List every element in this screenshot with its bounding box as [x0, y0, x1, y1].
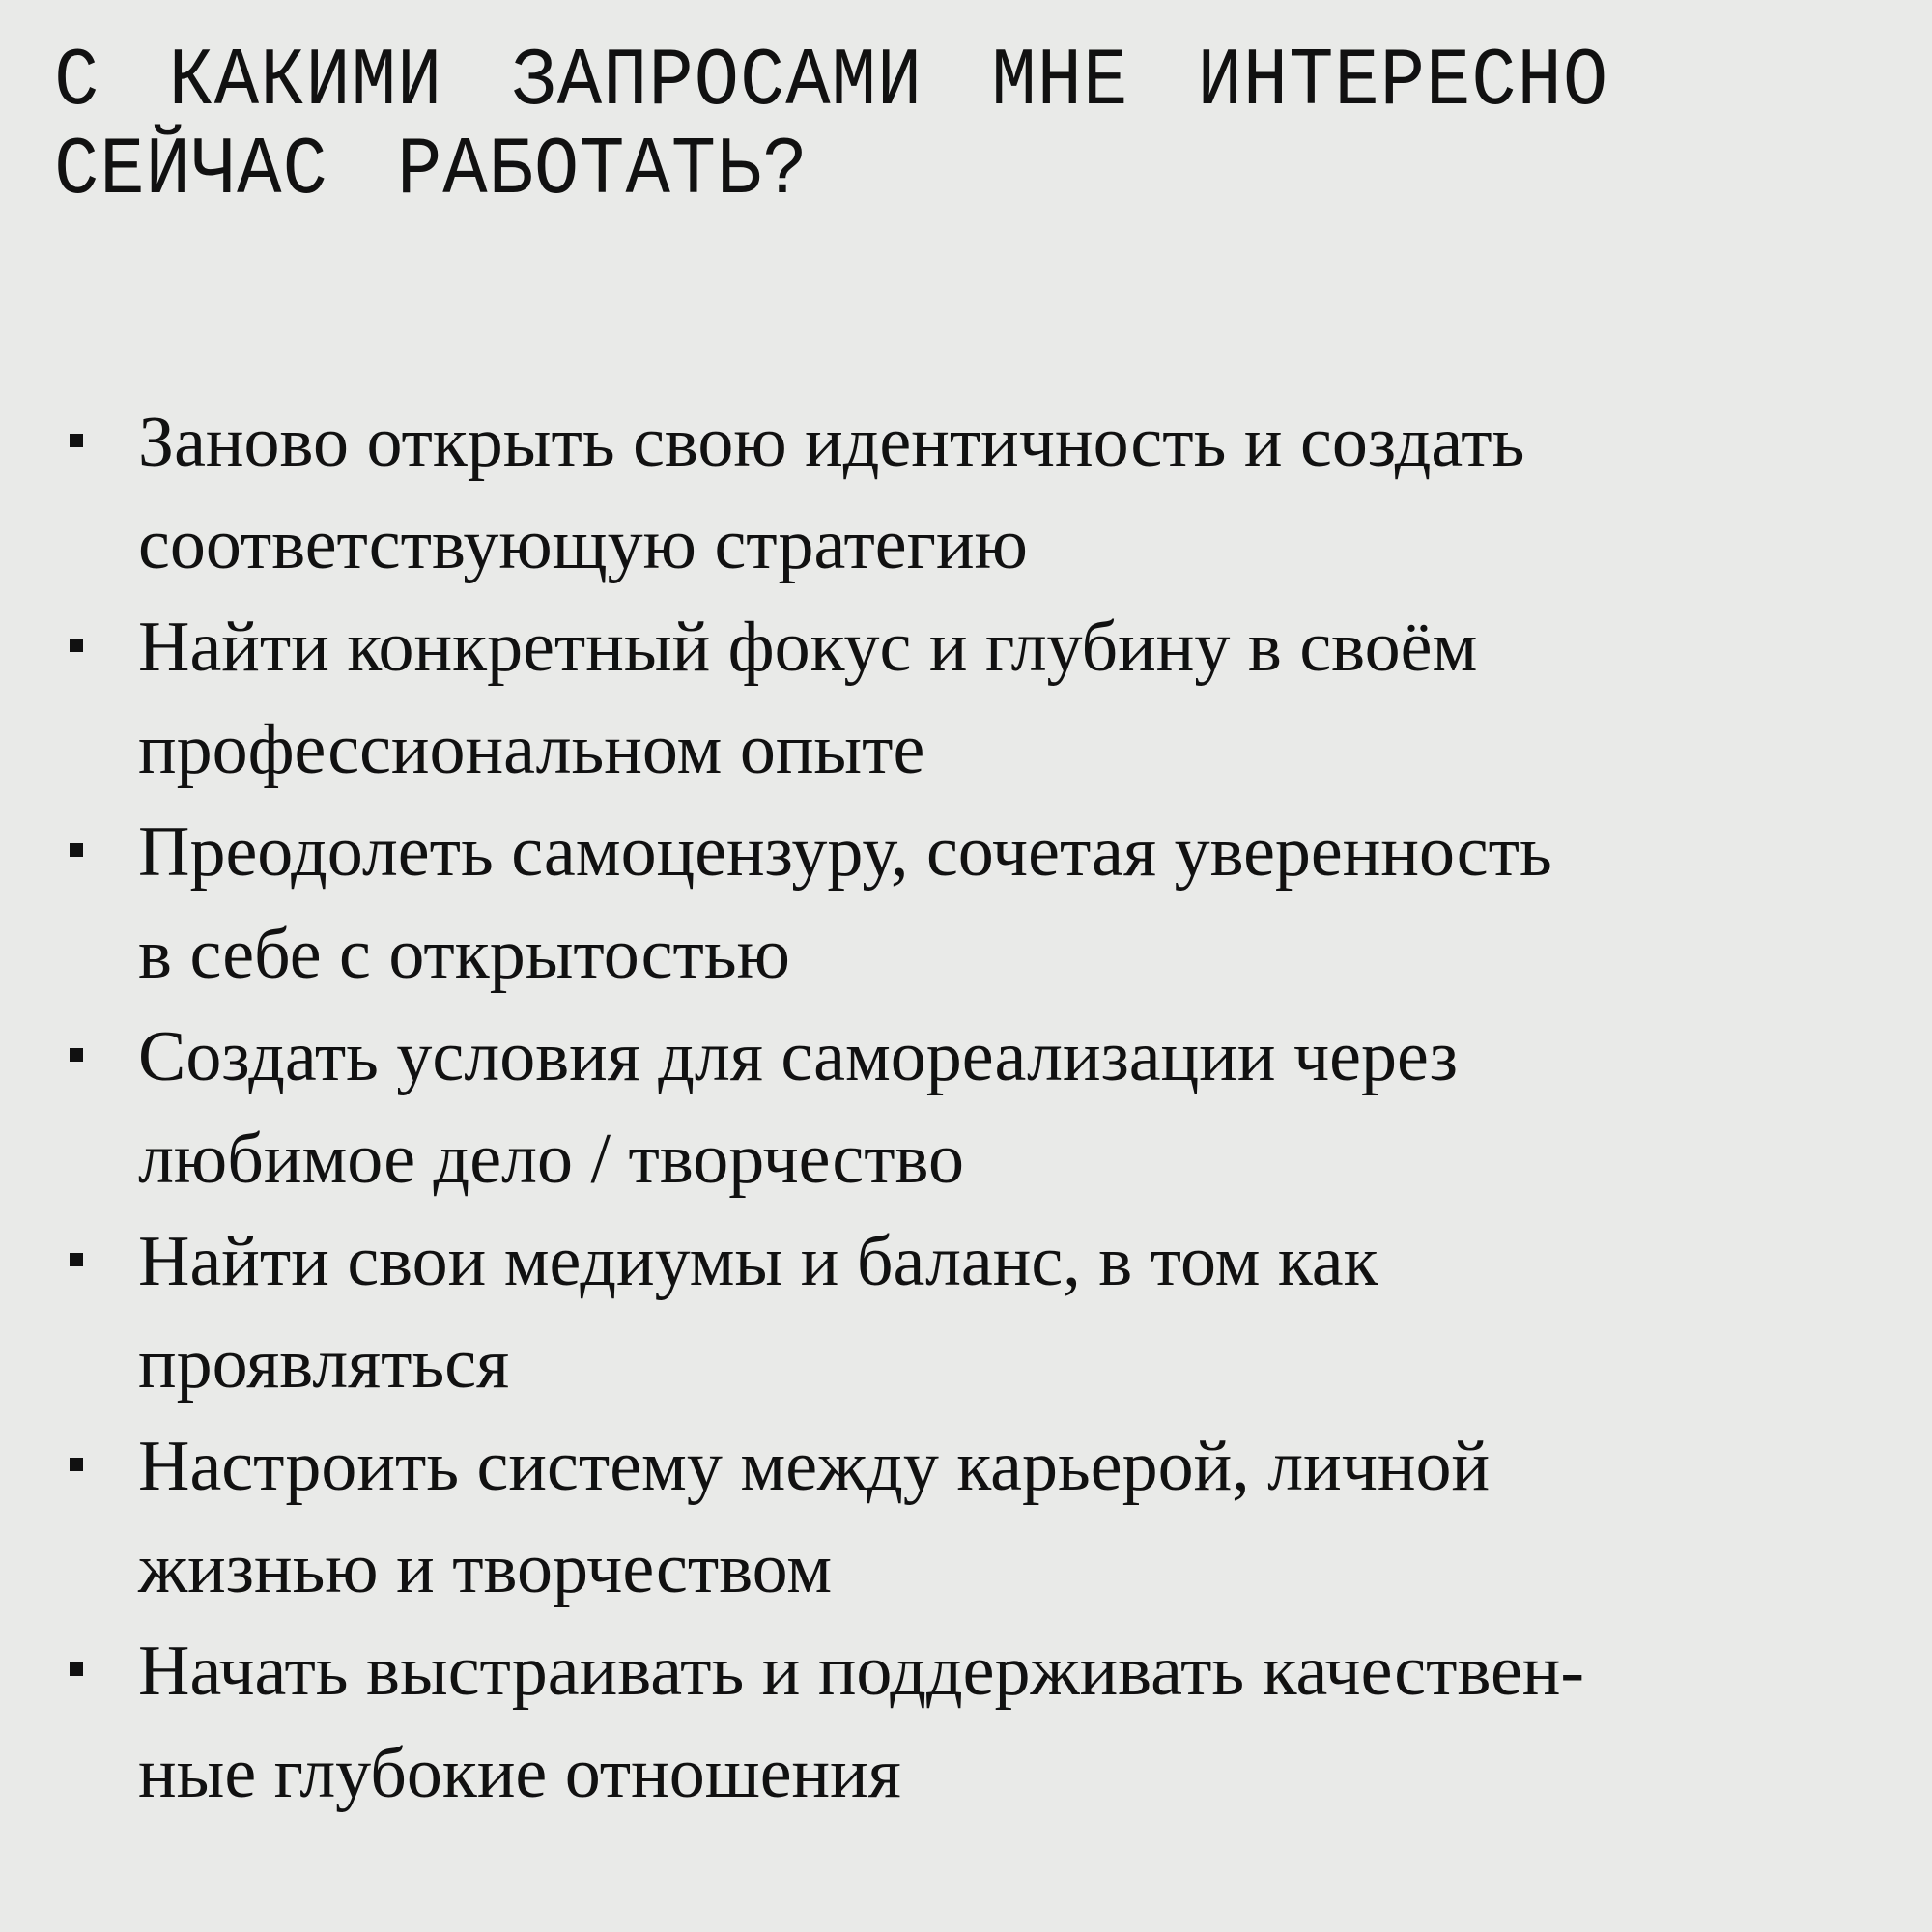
title-line-2: СЕЙЧАС РАБОТАТЬ?	[54, 126, 809, 217]
list-item-line: жизнью и творчеством	[138, 1529, 833, 1608]
list-item-text	[138, 1210, 1877, 1415]
list-item-line: профессиональном опыте	[138, 710, 925, 789]
list-item	[0, 1415, 1932, 1620]
list-item-line: ные глубокие отношения	[138, 1734, 901, 1813]
list-item	[0, 801, 1932, 1006]
list-item-text	[138, 1415, 1877, 1620]
list-item-line: Преодолеть самоцензуру, сочетая уверенность	[138, 812, 1552, 892]
list-item-line: Начать выстраивать и поддерживать качествен-	[138, 1632, 1585, 1711]
list-item	[0, 1210, 1932, 1415]
list-item	[0, 391, 1932, 596]
square-bullet-icon	[70, 434, 83, 447]
list-item-line: любимое дело / творчество	[138, 1120, 964, 1199]
list-item-line: Настроить систему между карьерой, личной	[138, 1427, 1491, 1506]
list-item-line: в себе с открытостью	[138, 915, 790, 994]
list-item	[0, 596, 1932, 801]
list-item-line: Заново открыть свою идентичность и создать	[138, 403, 1525, 482]
list-item-text	[138, 596, 1877, 801]
list-item-text	[138, 801, 1877, 1006]
square-bullet-icon	[70, 1458, 83, 1471]
list-item-text	[138, 1006, 1877, 1210]
square-bullet-icon	[70, 639, 83, 652]
request-list	[0, 391, 1932, 1825]
square-bullet-icon	[70, 1048, 83, 1062]
list-item-text	[138, 1620, 1877, 1825]
list-item-line: Создать условия для самореализации через	[138, 1017, 1459, 1096]
list-item	[0, 1006, 1932, 1210]
list-item-line: Найти конкретный фокус и глубину в своём	[138, 608, 1478, 687]
list-item-line: проявляться	[138, 1324, 510, 1404]
square-bullet-icon	[70, 843, 83, 857]
square-bullet-icon	[70, 1253, 83, 1266]
list-item-line: соответствующую стратегию	[138, 505, 1028, 584]
list-item-text	[138, 391, 1877, 596]
list-item	[0, 1620, 1932, 1825]
square-bullet-icon	[70, 1662, 83, 1676]
title-line-1: С КАКИМИ ЗАПРОСАМИ МНЕ ИНТЕРЕСНО	[54, 37, 1609, 128]
list-item-line: Найти свои медиумы и баланс, в том как	[138, 1222, 1378, 1301]
page-title	[54, 39, 1707, 216]
